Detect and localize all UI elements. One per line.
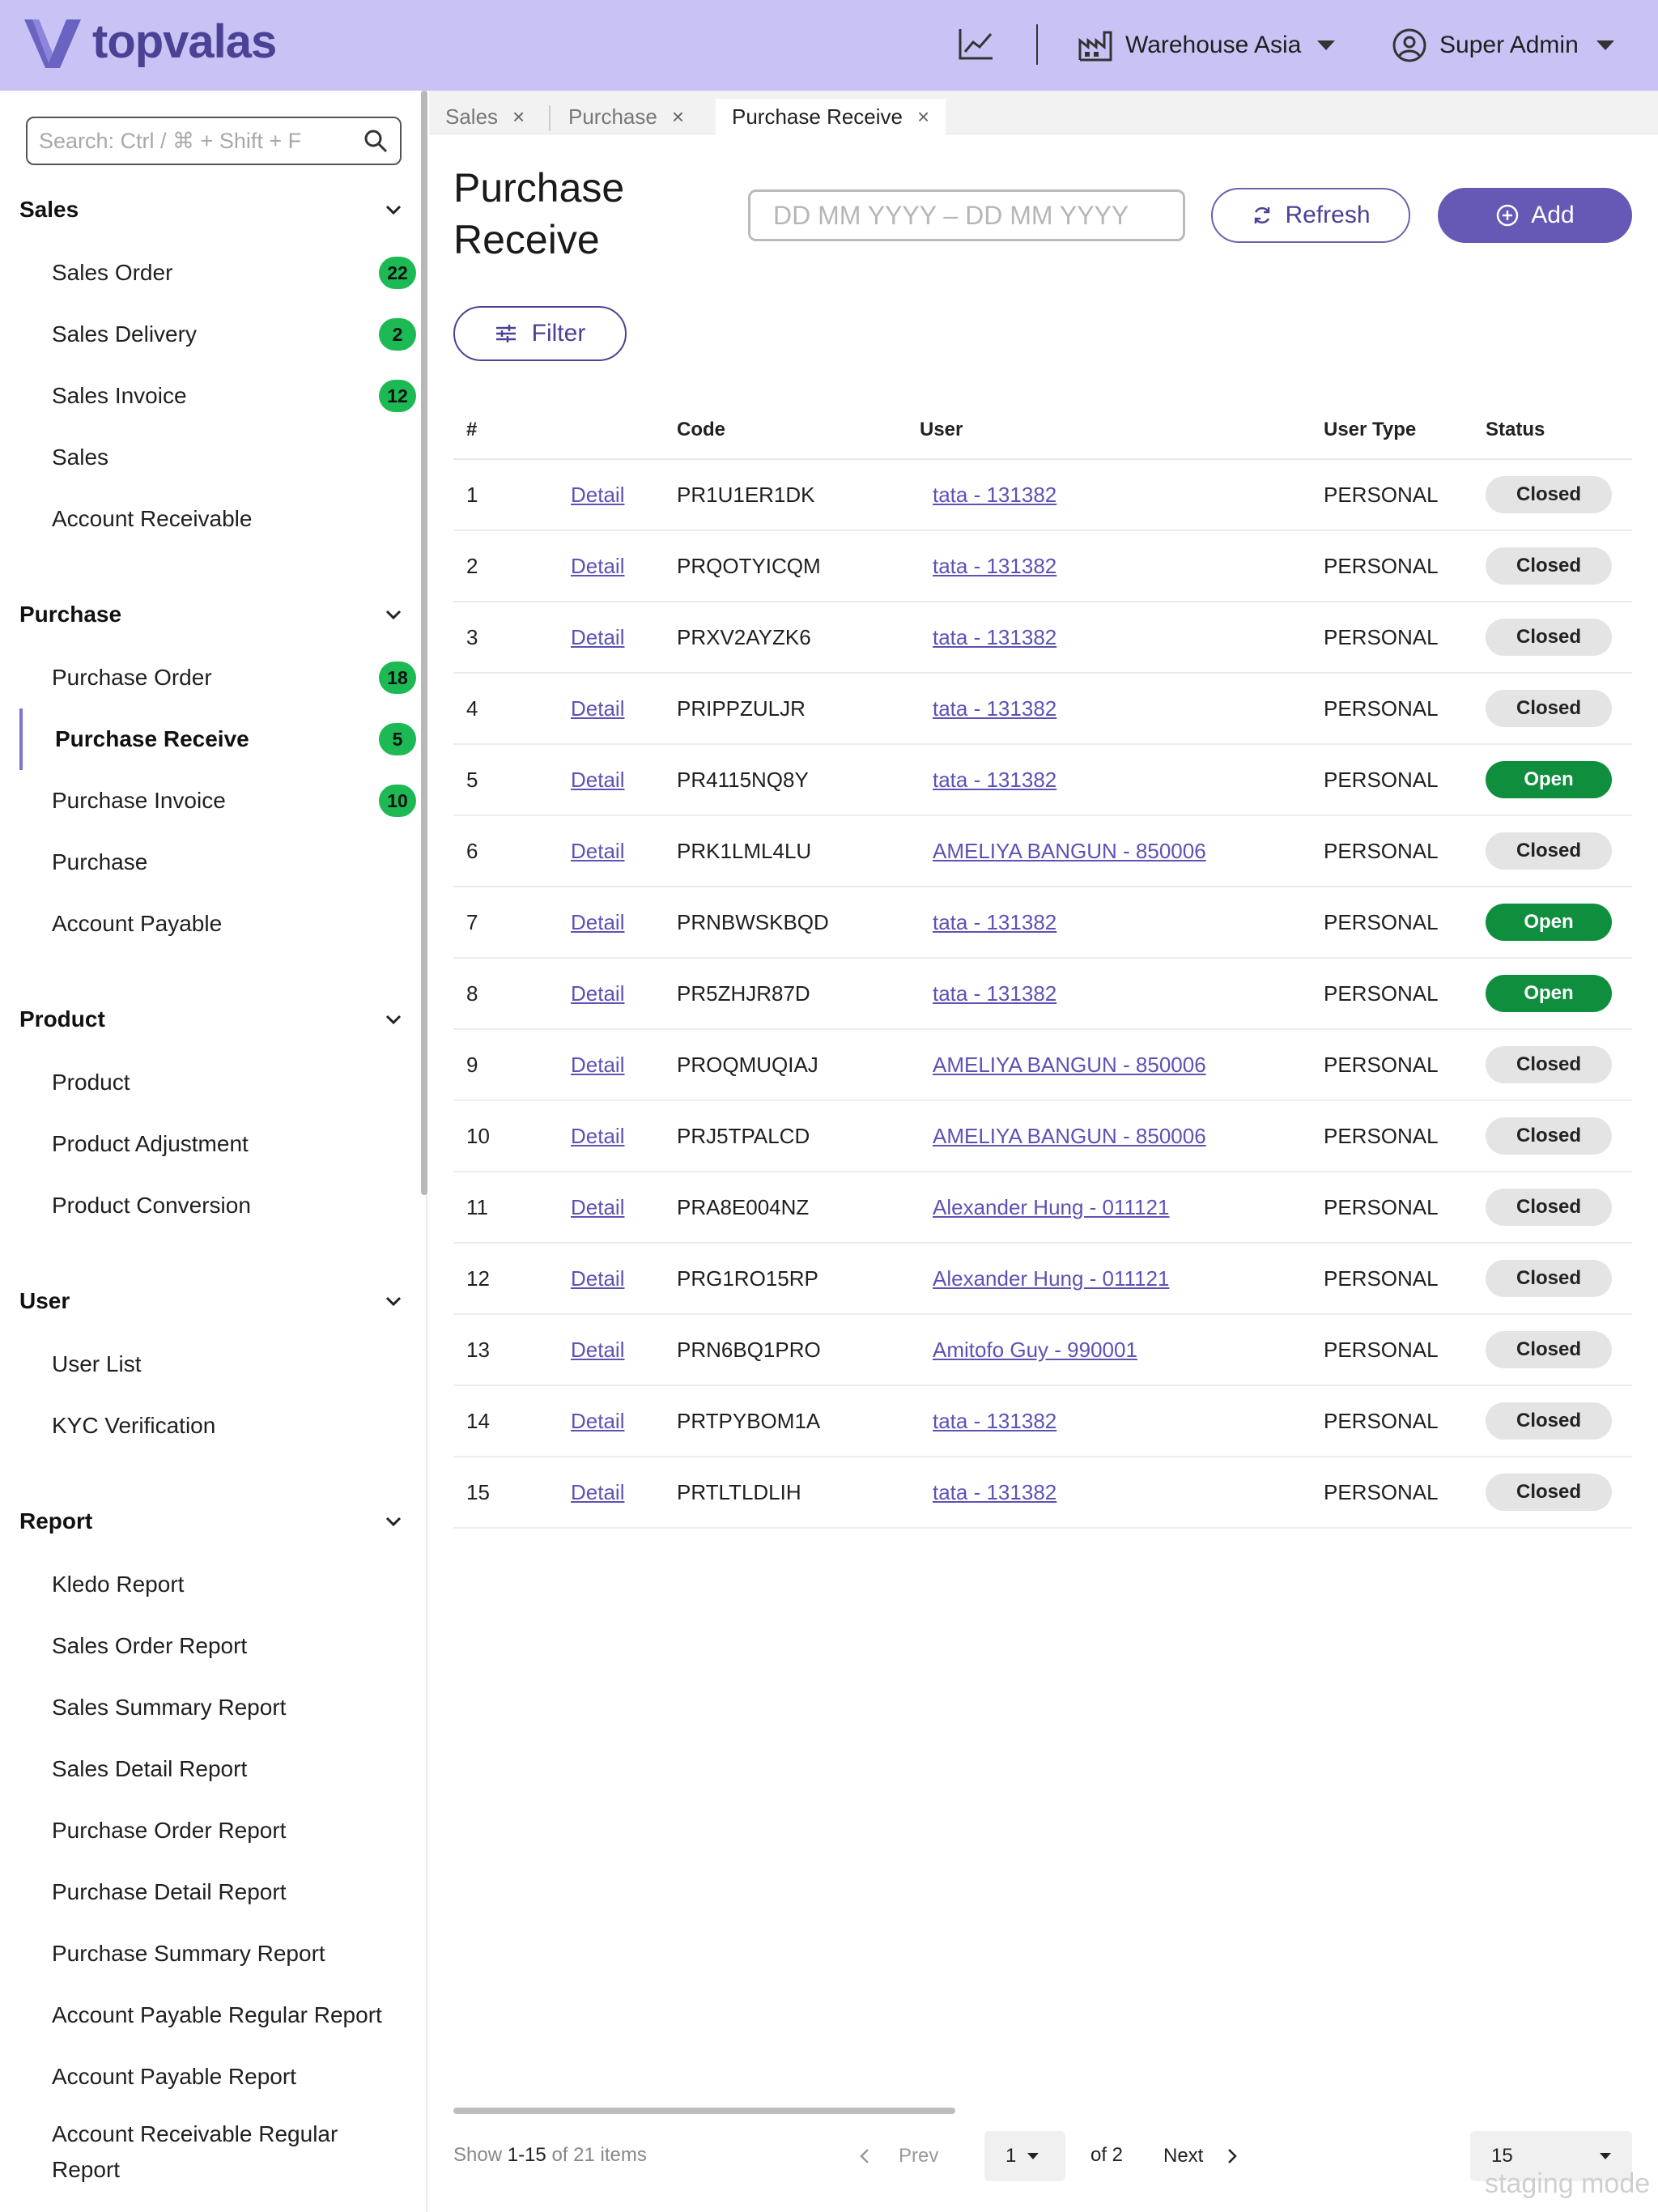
row-number: 3	[466, 624, 478, 649]
table-row	[453, 1244, 1632, 1315]
sidebar-item-purchase-receive[interactable]	[55, 721, 416, 757]
row-user-type: PERSONAL	[1324, 1052, 1439, 1077]
tab-divider	[549, 105, 551, 131]
warehouse-name: Warehouse Asia	[1125, 32, 1302, 58]
sidebar-item-label: Product	[52, 1070, 130, 1095]
user-link[interactable]: Alexander Hung - 011121	[933, 1266, 1170, 1291]
section-report[interactable]	[19, 1505, 405, 1538]
row-code: PR1U1ER1DK	[677, 482, 815, 507]
status-badge: Closed	[1486, 1474, 1612, 1511]
status-badge: Closed	[1486, 476, 1612, 513]
row-code: PRK1LML4LU	[677, 838, 812, 863]
sidebar-item-account-payable-report[interactable]	[52, 2059, 416, 2095]
table-row	[453, 1315, 1632, 1386]
row-code: PR5ZHJR87D	[677, 981, 810, 1006]
detail-link[interactable]: Detail	[571, 1479, 625, 1504]
current-page: 1	[1005, 2145, 1017, 2167]
detail-link[interactable]: Detail	[571, 624, 625, 649]
table-row	[453, 1172, 1632, 1244]
table-row	[453, 1457, 1632, 1529]
sidebar-item-label: Sales Delivery	[52, 321, 197, 347]
chevron-down-icon	[382, 1290, 405, 1312]
section-title: Sales	[19, 197, 79, 222]
sidebar-item-account-receivable-regular-report[interactable]	[52, 2116, 376, 2189]
sidebar-item-label: Account Payable	[52, 911, 223, 936]
date-range-input[interactable]	[748, 189, 1185, 241]
table-row	[453, 1030, 1632, 1101]
count-badge: 2	[379, 318, 416, 351]
user-link[interactable]: tata - 131382	[933, 1479, 1057, 1504]
section-title: Report	[19, 1508, 93, 1534]
sidebar-item-label: Purchase Order Report	[52, 1818, 287, 1843]
chevron-down-icon	[1596, 40, 1614, 50]
sidebar-item-sales-summary-report[interactable]	[52, 1690, 416, 1725]
detail-link[interactable]: Detail	[571, 482, 625, 507]
sidebar-item-sales-detail-report[interactable]	[52, 1751, 416, 1787]
sidebar-item-label: Kledo Report	[52, 1572, 185, 1597]
section-title: Product	[19, 1006, 105, 1032]
row-user-type: PERSONAL	[1324, 1337, 1439, 1362]
detail-link[interactable]: Detail	[571, 696, 625, 721]
search-icon[interactable]	[363, 128, 389, 154]
sidebar-item-sales-order-report[interactable]	[52, 1628, 416, 1664]
status-badge: Closed	[1486, 690, 1612, 727]
row-user-type: PERSONAL	[1324, 624, 1439, 649]
next-label: Next	[1163, 2145, 1204, 2167]
sidebar-item-label: Purchase Receive	[55, 726, 249, 751]
table-row	[453, 1101, 1632, 1172]
refresh-label: Refresh	[1285, 202, 1371, 228]
row-user-type: PERSONAL	[1324, 1266, 1439, 1291]
user-name: Super Admin	[1439, 32, 1579, 58]
page-total: of 2	[1090, 2144, 1124, 2166]
table-row	[453, 674, 1632, 745]
user-link[interactable]: tata - 131382	[933, 624, 1057, 649]
row-user-type: PERSONAL	[1324, 696, 1439, 721]
row-code: PROQMUQIAJ	[677, 1052, 818, 1077]
sidebar-item-account-payable-regular-report[interactable]	[52, 1997, 416, 2033]
column-header-user-type[interactable]: User Type	[1324, 419, 1417, 440]
tab-purchase-receive[interactable]	[716, 99, 946, 134]
sidebar-item-label: Sales Detail Report	[52, 1756, 248, 1781]
row-user-type: PERSONAL	[1324, 1123, 1439, 1148]
status-badge: Open	[1486, 761, 1612, 798]
table-row	[453, 959, 1632, 1030]
row-code: PRTLTLDLIH	[677, 1479, 801, 1504]
analytics-icon[interactable]	[959, 28, 994, 60]
row-user-type: PERSONAL	[1324, 1194, 1439, 1219]
sidebar-item-purchase-order[interactable]	[52, 660, 416, 696]
user-link[interactable]: tata - 131382	[933, 553, 1057, 578]
user-menu[interactable]	[1392, 24, 1614, 66]
close-icon[interactable]: ×	[512, 104, 525, 129]
next-button[interactable]	[1163, 2136, 1239, 2176]
detail-link[interactable]: Detail	[571, 981, 625, 1006]
table-row	[453, 745, 1632, 816]
close-icon[interactable]: ×	[671, 104, 685, 129]
refresh-button[interactable]	[1211, 188, 1410, 243]
sidebar-item-product[interactable]	[52, 1065, 416, 1100]
sidebar-item-label: Account Receivable Regular Report	[52, 2121, 338, 2182]
sidebar-item-account-receivable[interactable]	[52, 501, 416, 537]
tab-label: Purchase Receive	[732, 104, 903, 129]
sidebar-item-label: Account Receivable	[52, 506, 253, 531]
row-number: 2	[466, 553, 478, 578]
status-badge: Closed	[1486, 547, 1612, 585]
sliders-icon	[495, 323, 517, 344]
tab-purchase[interactable]	[552, 99, 700, 134]
table-row	[453, 531, 1632, 602]
sidebar-item-label: Product Conversion	[52, 1193, 251, 1218]
header-divider	[1036, 24, 1038, 65]
sidebar-item-label: Purchase Summary Report	[52, 1941, 325, 1966]
table-header	[453, 402, 1632, 460]
sidebar-item-sales[interactable]	[52, 440, 416, 475]
user-avatar-icon	[1392, 28, 1426, 62]
top-header	[0, 0, 1658, 91]
purchase-receive-table	[453, 402, 1632, 1529]
filter-label: Filter	[531, 320, 586, 347]
row-number: 6	[466, 838, 478, 863]
brand-name[interactable]: topvalas	[92, 15, 277, 68]
user-link[interactable]: tata - 131382	[933, 696, 1057, 721]
chevron-down-icon	[382, 1510, 405, 1533]
row-user-type: PERSONAL	[1324, 981, 1439, 1006]
row-code: PRIPPZULJR	[677, 696, 806, 721]
sidebar-search[interactable]	[26, 117, 402, 165]
sidebar-item-label: Sales Order	[52, 260, 173, 285]
sidebar-scrollbar[interactable]	[421, 91, 427, 1195]
sidebar-item-label: Purchase Detail Report	[52, 1879, 287, 1904]
add-label: Add	[1531, 202, 1575, 228]
row-code: PRNBWSKBQD	[677, 909, 829, 934]
row-number: 10	[466, 1123, 490, 1148]
sidebar-item-sales-invoice[interactable]	[52, 378, 416, 414]
logo-icon	[24, 19, 81, 68]
table-body	[453, 460, 1632, 1529]
row-code: PRTPYBOM1A	[677, 1408, 821, 1433]
user-link[interactable]: tata - 131382	[933, 981, 1057, 1006]
sidebar-item-label: Purchase	[52, 849, 148, 874]
tab-bar	[429, 91, 1658, 134]
chevron-right-icon	[1226, 2146, 1239, 2166]
count-badge: 18	[379, 661, 416, 694]
row-number: 11	[466, 1194, 488, 1219]
sidebar-item-label: Purchase Invoice	[52, 788, 226, 813]
table-row	[453, 887, 1632, 959]
items-count	[453, 2144, 647, 2167]
chevron-down-icon	[1317, 40, 1335, 50]
row-user-type: PERSONAL	[1324, 482, 1439, 507]
row-code: PRJ5TPALCD	[677, 1123, 810, 1148]
row-code: PR4115NQ8Y	[677, 767, 809, 792]
status-badge: Closed	[1486, 832, 1612, 870]
row-number: 13	[466, 1337, 490, 1362]
sidebar-item-purchase-detail-report[interactable]	[52, 1874, 416, 1910]
sidebar-item-sales-delivery[interactable]	[52, 317, 416, 352]
user-link[interactable]: tata - 131382	[933, 1408, 1057, 1433]
section-user[interactable]	[19, 1285, 405, 1317]
search-input[interactable]	[39, 129, 363, 154]
count-badge: 10	[379, 785, 416, 817]
prev-label: Prev	[899, 2145, 939, 2167]
sidebar	[0, 91, 427, 2212]
add-button[interactable]	[1438, 188, 1632, 243]
row-number: 15	[466, 1479, 490, 1504]
status-badge: Closed	[1486, 619, 1612, 656]
environment-label: staging mode	[1485, 2168, 1651, 2199]
row-number: 1	[466, 482, 478, 507]
detail-link[interactable]: Detail	[571, 1123, 625, 1148]
row-number: 7	[466, 909, 478, 934]
row-user-type: PERSONAL	[1324, 1479, 1439, 1504]
detail-link[interactable]: Detail	[571, 838, 625, 863]
warehouse-selector[interactable]	[1078, 24, 1335, 66]
count-badge: 22	[379, 257, 416, 289]
detail-link[interactable]: Detail	[571, 1408, 625, 1433]
active-indicator	[19, 708, 23, 770]
column-header-number[interactable]: #	[466, 419, 478, 440]
status-badge: Open	[1486, 904, 1612, 941]
sidebar-item-user-list[interactable]	[52, 1346, 416, 1382]
show-prefix: Show	[453, 2144, 503, 2166]
sidebar-item-account-payable[interactable]	[52, 906, 416, 942]
section-title: Purchase	[19, 602, 122, 627]
section-title: User	[19, 1288, 70, 1313]
horizontal-scrollbar[interactable]	[453, 2108, 955, 2114]
row-user-type: PERSONAL	[1324, 909, 1439, 934]
chevron-down-icon	[1600, 2153, 1611, 2159]
prev-button[interactable]	[858, 2136, 938, 2176]
tab-sales[interactable]	[429, 99, 541, 134]
sidebar-item-purchase-summary-report[interactable]	[52, 1936, 416, 1972]
sidebar-item-label: Product Adjustment	[52, 1131, 249, 1156]
row-user-type: PERSONAL	[1324, 767, 1439, 792]
count-badge: 5	[379, 723, 416, 755]
status-badge: Closed	[1486, 1046, 1612, 1083]
row-number: 9	[466, 1052, 478, 1077]
row-user-type: PERSONAL	[1324, 838, 1439, 863]
sidebar-item-label: Purchase Order	[52, 665, 212, 690]
status-badge: Closed	[1486, 1331, 1612, 1368]
status-badge: Open	[1486, 975, 1612, 1012]
chevron-down-icon	[382, 603, 405, 626]
tab-label: Sales	[445, 104, 499, 129]
row-number: 8	[466, 981, 478, 1006]
show-range: 1-15	[507, 2144, 546, 2166]
user-link[interactable]: tata - 131382	[933, 482, 1057, 507]
detail-link[interactable]: Detail	[571, 1194, 625, 1219]
user-link[interactable]: AMELIYA BANGUN - 850006	[933, 1123, 1206, 1148]
filter-button[interactable]	[453, 306, 627, 361]
status-badge: Closed	[1486, 1189, 1612, 1226]
status-badge: Closed	[1486, 1402, 1612, 1440]
tab-label: Purchase	[568, 104, 657, 129]
user-link[interactable]: AMELIYA BANGUN - 850006	[933, 1052, 1206, 1077]
page-title: Purchase Receive	[453, 165, 625, 262]
page-select[interactable]	[984, 2131, 1065, 2181]
row-user-type: PERSONAL	[1324, 553, 1439, 578]
sidebar-item-sales-order[interactable]	[52, 255, 416, 291]
section-sales[interactable]	[19, 194, 405, 226]
row-number: 5	[466, 767, 478, 792]
row-number: 4	[466, 696, 478, 721]
sidebar-item-kledo-report[interactable]	[52, 1567, 416, 1602]
count-badge: 12	[379, 380, 416, 412]
detail-link[interactable]: Detail	[571, 1337, 625, 1362]
table-row	[453, 602, 1632, 674]
detail-link[interactable]: Detail	[571, 1052, 625, 1077]
close-icon[interactable]: ×	[917, 104, 930, 129]
row-code: PRQOTYICQM	[677, 553, 821, 578]
per-page-value: 15	[1491, 2145, 1513, 2167]
sidebar-item-label: Sales Invoice	[52, 383, 187, 408]
sidebar-item-label: Sales Order Report	[52, 1633, 248, 1658]
table-row	[453, 1386, 1632, 1457]
show-suffix: of 21 items	[551, 2144, 647, 2166]
row-user-type: PERSONAL	[1324, 1408, 1439, 1433]
chevron-left-icon	[858, 2146, 871, 2166]
user-link[interactable]: Amitofo Guy - 990001	[933, 1337, 1137, 1362]
sidebar-item-label: User List	[52, 1351, 142, 1376]
sidebar-item-label: KYC Verification	[52, 1413, 216, 1438]
user-link[interactable]: tata - 131382	[933, 767, 1057, 792]
detail-link[interactable]: Detail	[571, 909, 625, 934]
section-purchase[interactable]	[19, 598, 405, 631]
row-code: PRA8E004NZ	[677, 1194, 810, 1219]
sidebar-item-purchase[interactable]	[52, 844, 416, 880]
chevron-down-icon	[382, 1008, 405, 1031]
sidebar-item-label: Account Payable Report	[52, 2064, 296, 2089]
sidebar-item-label: Account Payable Regular Report	[52, 2002, 382, 2027]
row-number: 12	[466, 1266, 490, 1291]
status-badge: Closed	[1486, 1260, 1612, 1297]
user-link[interactable]: AMELIYA BANGUN - 850006	[933, 838, 1206, 863]
row-code: PRXV2AYZK6	[677, 624, 811, 649]
user-link[interactable]: Alexander Hung - 011121	[933, 1194, 1170, 1219]
column-header-user[interactable]: User	[920, 419, 963, 440]
user-link[interactable]: tata - 131382	[933, 909, 1057, 934]
sidebar-item-kyc-verification[interactable]	[52, 1408, 416, 1444]
sidebar-item-product-conversion[interactable]	[52, 1188, 416, 1223]
table-row	[453, 816, 1632, 887]
plus-circle-icon	[1495, 203, 1520, 228]
detail-link[interactable]: Detail	[571, 553, 625, 578]
row-code: PRG1RO15RP	[677, 1266, 818, 1291]
chevron-down-icon	[382, 198, 405, 221]
column-header-status[interactable]: Status	[1486, 419, 1545, 440]
table-row	[453, 460, 1632, 531]
status-badge: Closed	[1486, 1117, 1612, 1155]
column-header-code[interactable]: Code	[677, 419, 725, 440]
row-number: 14	[466, 1408, 490, 1433]
sidebar-item-purchase-invoice[interactable]	[52, 783, 416, 819]
sidebar-item-label: Sales	[52, 445, 109, 470]
refresh-icon	[1251, 204, 1273, 227]
sidebar-item-label: Sales Summary Report	[52, 1695, 287, 1720]
row-code: PRN6BQ1PRO	[677, 1337, 821, 1362]
sidebar-item-product-adjustment[interactable]	[52, 1126, 416, 1162]
chevron-down-icon	[1027, 2153, 1039, 2159]
detail-link[interactable]: Detail	[571, 767, 625, 792]
sidebar-item-purchase-order-report[interactable]	[52, 1813, 416, 1848]
detail-link[interactable]: Detail	[571, 1266, 625, 1291]
warehouse-icon	[1078, 29, 1114, 62]
section-product[interactable]	[19, 1003, 405, 1036]
